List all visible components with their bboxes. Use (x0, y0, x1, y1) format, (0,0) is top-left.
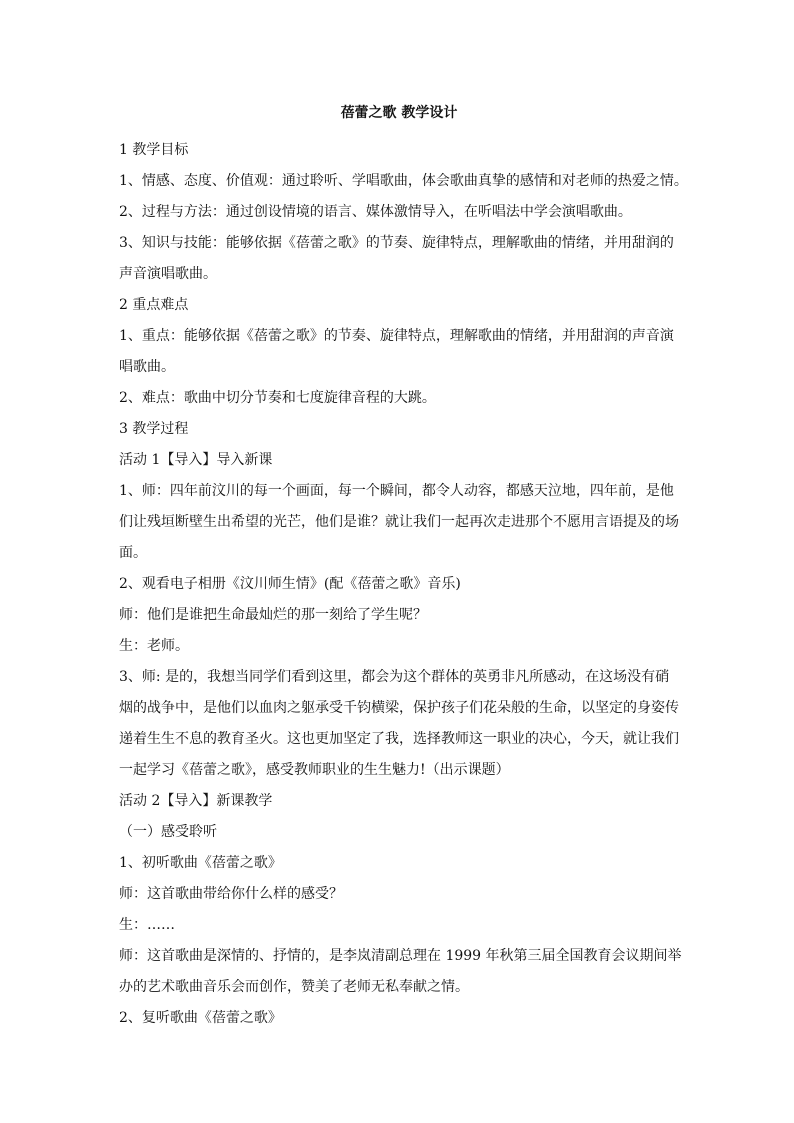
section-heading-objectives: 1 教学目标 (119, 142, 189, 158)
teacher-explanation-line-1: 师：这首歌曲是深情的、抒情的，是李岚清副总理在 1999 年秋第三届全国教育会议期间举 (119, 948, 682, 964)
teacher-explanation-line-2: 办的艺术歌曲音乐会而创作，赞美了老师无私奉献之情。 (119, 979, 469, 995)
activity-1-step-2: 2、观看电子相册《汶川师生情》(配《蓓蕾之歌》音乐) (119, 576, 461, 592)
activity-2-heading: 活动 2【导入】新课教学 (119, 793, 273, 809)
key-point-1-line-2: 唱歌曲。 (119, 359, 175, 375)
activity-1-step-3-line-4: 一起学习《蓓蕾之歌》，感受教师职业的生生魅力!（出示课题） (119, 762, 510, 778)
activity-1-step-1-line-2: 们让残垣断壁生出希望的光芒，他们是谁？就让我们一起再次走进那个不愿用言语提及的场 (119, 514, 679, 530)
objective-3-line-2: 声音演唱歌曲。 (119, 266, 217, 282)
activity-1-step-1-line-3: 面。 (119, 545, 147, 561)
key-point-2: 2、难点：歌曲中切分节奏和七度旋律音程的大跳。 (119, 390, 436, 406)
activity-1-heading: 活动 1【导入】导入新课 (119, 452, 273, 468)
key-point-1-line-1: 1、重点：能够依据《蓓蕾之歌》的节奏、旋律特点，理解歌曲的情绪，并用甜润的声音演 (119, 328, 674, 344)
subsection-listening: （一）感受聆听 (119, 824, 217, 840)
listening-step-2: 2、复听歌曲《蓓蕾之歌》 (119, 1010, 282, 1026)
activity-1-step-1-line-1: 1、师：四年前汶川的每一个画面，每一个瞬间，都令人动容，都感天泣地，四年前，是他 (119, 483, 674, 499)
section-heading-process: 3 教学过程 (119, 421, 189, 437)
objective-1: 1、情感、态度、价值观：通过聆听、学唱歌曲，体会歌曲真挚的感情和对老师的热爱之情。 (119, 173, 688, 189)
objective-2: 2、过程与方法：通过创设情境的语言、媒体激情导入，在听唱法中学会演唱歌曲。 (119, 204, 632, 220)
activity-1-step-3-line-3: 递着生生不息的教育圣火。这也更加坚定了我，选择教师这一职业的决心，今天，就让我们 (119, 731, 679, 747)
student-answer: 生：老师。 (119, 638, 189, 654)
listening-step-1: 1、初听歌曲《蓓蕾之歌》 (119, 855, 282, 871)
section-heading-key-points: 2 重点难点 (119, 297, 189, 313)
document-title: 蓓蕾之歌 教学设计 (340, 105, 458, 121)
activity-1-step-3-line-1: 3、师: 是的，我想当同学们看到这里，都会为这个群体的英勇非凡所感动，在这场没有硝 (119, 669, 670, 685)
teacher-question-feeling: 师：这首歌曲带给你什么样的感受？ (119, 886, 343, 902)
student-answer-ellipsis: 生：…… (119, 917, 175, 933)
activity-1-step-3-line-2: 烟的战争中，是他们以血肉之躯承受千钧横梁，保护孩子们花朵般的生命，以坚定的身姿传 (119, 700, 679, 716)
document-body (119, 104, 688, 1034)
objective-3-line-1: 3、知识与技能：能够依据《蓓蕾之歌》的节奏、旋律特点，理解歌曲的情绪，并用甜润的 (119, 235, 674, 251)
teacher-question: 师：他们是谁把生命最灿烂的那一刻给了学生呢？ (119, 607, 427, 623)
